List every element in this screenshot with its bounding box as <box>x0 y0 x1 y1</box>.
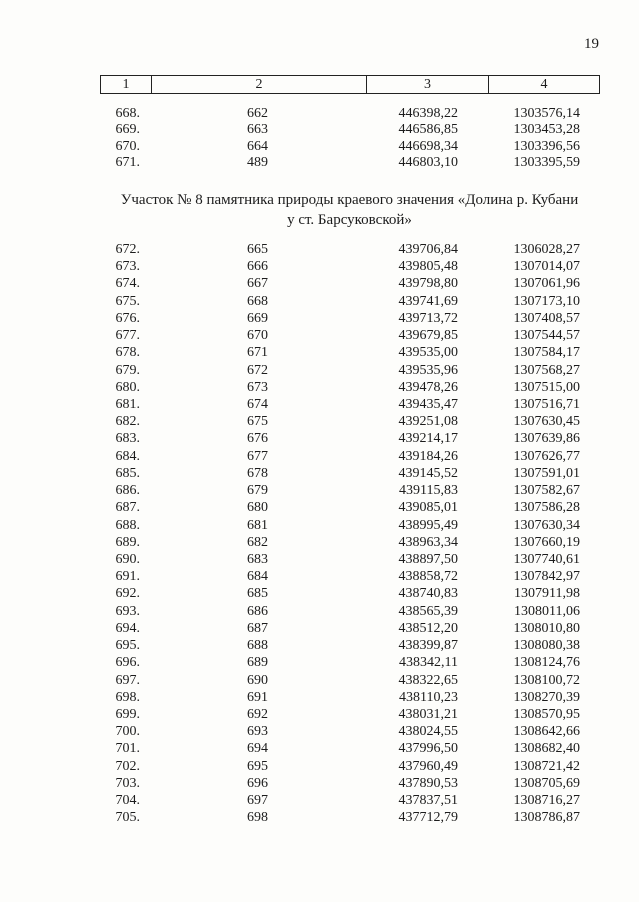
table-cell: 437996,50 <box>398 741 458 757</box>
table-row <box>0 706 639 723</box>
table-row <box>0 689 639 706</box>
table-row <box>0 293 639 310</box>
table-cell: 699. <box>115 706 140 722</box>
table-cell: 668. <box>115 106 140 121</box>
table-cell: 695 <box>247 758 268 774</box>
table-row <box>0 740 639 757</box>
table-row <box>0 138 639 155</box>
table-cell: 489 <box>247 155 268 171</box>
table-cell: 446586,85 <box>398 122 458 138</box>
table-cell: 438024,55 <box>398 724 458 740</box>
table-cell: 439535,96 <box>398 362 458 378</box>
table-cell: 672 <box>247 362 268 378</box>
table-cell: 1307639,86 <box>513 431 580 447</box>
table-cell: 682 <box>247 534 268 550</box>
table-cell: 439798,80 <box>398 276 458 292</box>
table-row <box>0 362 639 379</box>
table-cell: 676 <box>247 431 268 447</box>
table-cell: 677. <box>115 328 140 344</box>
table-cell: 446698,34 <box>398 138 458 154</box>
table-cell: 1307568,27 <box>513 362 580 378</box>
table-cell: 438399,87 <box>398 638 458 654</box>
table-row <box>0 482 639 499</box>
column-header-table <box>100 75 600 94</box>
table-cell: 675. <box>115 293 140 309</box>
table-cell: 1308682,40 <box>513 741 580 757</box>
table-cell: 446398,22 <box>398 106 458 121</box>
table-row <box>0 809 639 826</box>
table-row <box>0 379 639 396</box>
section-title-line-1: Участок № 8 памятника природы краевого значения «Долина р. Кубани <box>120 192 579 208</box>
table-cell: 704. <box>115 793 140 809</box>
table-row <box>0 534 639 551</box>
table-cell: 685 <box>247 586 268 602</box>
table-cell: 437890,53 <box>398 775 458 791</box>
table-cell: 684. <box>115 448 140 464</box>
table-cell: 438995,49 <box>398 517 458 533</box>
table-row <box>0 413 639 430</box>
table-cell: 680. <box>115 379 140 395</box>
table-row <box>0 792 639 809</box>
table-cell: 681 <box>247 517 268 533</box>
table-row <box>0 465 639 482</box>
table-cell: 687 <box>247 620 268 636</box>
table-cell: 665 <box>247 242 268 257</box>
table-cell: 439435,47 <box>398 396 458 412</box>
table-cell: 696. <box>115 655 140 671</box>
table-row <box>0 275 639 292</box>
table-row <box>0 258 639 275</box>
table-cell: 1307515,00 <box>513 379 580 395</box>
table-cell: 696 <box>247 775 268 791</box>
table-cell: 439251,08 <box>398 414 458 430</box>
table-cell: 1308721,42 <box>513 758 580 774</box>
table-cell: 1307173,10 <box>513 293 580 309</box>
table-cell: 673. <box>115 259 140 275</box>
table-cell: 680 <box>247 500 268 516</box>
table-cell: 688. <box>115 517 140 533</box>
table-cell: 683 <box>247 551 268 567</box>
header-cell-2: 2 <box>152 76 367 94</box>
table-cell: 1308716,27 <box>513 793 580 809</box>
section-title-line-2: у ст. Барсуковской» <box>287 212 412 228</box>
table-cell: 686 <box>247 603 268 619</box>
table-cell: 677 <box>247 448 268 464</box>
table-cell: 684 <box>247 569 268 585</box>
table-cell: 1308705,69 <box>513 775 580 791</box>
table-cell: 1306028,27 <box>513 242 580 257</box>
table-cell: 1307544,57 <box>513 328 580 344</box>
section-title <box>100 190 599 230</box>
table-cell: 678. <box>115 345 140 361</box>
table-row <box>0 430 639 447</box>
table-cell: 1307061,96 <box>513 276 580 292</box>
table-cell: 683. <box>115 431 140 447</box>
table-row <box>0 121 639 138</box>
table-cell: 689. <box>115 534 140 550</box>
table-cell: 673 <box>247 379 268 395</box>
table-cell: 671 <box>247 345 268 361</box>
table-cell: 437837,51 <box>398 793 458 809</box>
table-cell: 692. <box>115 586 140 602</box>
table-cell: 1303395,59 <box>513 155 580 171</box>
table-cell: 438740,83 <box>398 586 458 602</box>
table-row <box>0 105 639 122</box>
table-cell: 1303453,28 <box>513 122 580 138</box>
header-cell-1: 1 <box>101 76 152 94</box>
table-cell: 1307014,07 <box>513 259 580 275</box>
table-cell: 1307660,19 <box>513 534 580 550</box>
table-cell: 439805,48 <box>398 259 458 275</box>
table-row <box>0 775 639 792</box>
table-cell: 670 <box>247 328 268 344</box>
table-cell: 439184,26 <box>398 448 458 464</box>
table-cell: 439085,01 <box>398 500 458 516</box>
table-cell: 438031,21 <box>398 706 458 722</box>
table-cell: 674 <box>247 396 268 412</box>
table-cell: 698. <box>115 689 140 705</box>
table-cell: 438512,20 <box>398 620 458 636</box>
table-cell: 438897,50 <box>398 551 458 567</box>
table-row <box>0 241 639 258</box>
table-row <box>0 551 639 568</box>
table-cell: 682. <box>115 414 140 430</box>
table-cell: 1307740,61 <box>513 551 580 567</box>
table-cell: 1303576,14 <box>513 106 580 121</box>
table-cell: 1307516,71 <box>513 396 580 412</box>
header-row <box>101 76 600 94</box>
table-cell: 669. <box>115 122 140 138</box>
table-row <box>0 620 639 637</box>
table-cell: 1308786,87 <box>513 810 580 826</box>
table-cell: 689 <box>247 655 268 671</box>
table-cell: 439535,00 <box>398 345 458 361</box>
table-cell: 1307584,17 <box>513 345 580 361</box>
table-cell: 670. <box>115 138 140 154</box>
table-row <box>0 637 639 654</box>
table-cell: 694 <box>247 741 268 757</box>
table-cell: 1307630,34 <box>513 517 580 533</box>
table-cell: 1308270,39 <box>513 689 580 705</box>
table-row <box>0 672 639 689</box>
table-cell: 1307582,67 <box>513 483 580 499</box>
table-cell: 674. <box>115 276 140 292</box>
table-cell: 697. <box>115 672 140 688</box>
table-cell: 700. <box>115 724 140 740</box>
table-cell: 705. <box>115 810 140 826</box>
table-cell: 438322,65 <box>398 672 458 688</box>
table-row <box>0 585 639 602</box>
page-number: 19 <box>584 36 599 52</box>
table-cell: 438342,11 <box>399 655 458 671</box>
table-cell: 439145,52 <box>398 465 458 481</box>
table-row <box>0 758 639 775</box>
table-row <box>0 568 639 585</box>
table-cell: 1307591,01 <box>513 465 580 481</box>
table-cell: 437712,79 <box>398 810 458 826</box>
table-cell: 687. <box>115 500 140 516</box>
table-cell: 1308080,38 <box>513 638 580 654</box>
table-cell: 1307842,97 <box>513 569 580 585</box>
table-cell: 1308124,76 <box>513 655 580 671</box>
table-row <box>0 499 639 516</box>
table-cell: 1308100,72 <box>513 672 580 688</box>
table-cell: 669 <box>247 310 268 326</box>
table-cell: 695. <box>115 638 140 654</box>
table-cell: 666 <box>247 259 268 275</box>
header-cell-4: 4 <box>489 76 600 94</box>
table-cell: 1308642,66 <box>513 724 580 740</box>
table-cell: 439713,72 <box>398 310 458 326</box>
table-cell: 698 <box>247 810 268 826</box>
table-cell: 685. <box>115 465 140 481</box>
table-cell: 692 <box>247 706 268 722</box>
table-cell: 1303396,56 <box>513 138 580 154</box>
table-cell: 1307626,77 <box>513 448 580 464</box>
table-cell: 663 <box>247 122 268 138</box>
table-row <box>0 603 639 620</box>
table-row <box>0 517 639 534</box>
table-cell: 690 <box>247 672 268 688</box>
table-cell: 672. <box>115 242 140 257</box>
table-cell: 678 <box>247 465 268 481</box>
table-cell: 439478,26 <box>398 379 458 395</box>
table-cell: 671. <box>115 155 140 171</box>
table-cell: 701. <box>115 741 140 757</box>
table-cell: 679 <box>247 483 268 499</box>
table-cell: 438565,39 <box>398 603 458 619</box>
table-cell: 438858,72 <box>398 569 458 585</box>
table-cell: 691 <box>247 689 268 705</box>
table-cell: 439214,17 <box>398 431 458 447</box>
table-cell: 439115,83 <box>399 483 458 499</box>
table-cell: 679. <box>115 362 140 378</box>
table-cell: 439679,85 <box>398 328 458 344</box>
table-cell: 694. <box>115 620 140 636</box>
table-row <box>0 154 639 171</box>
table-cell: 1308570,95 <box>513 706 580 722</box>
table-cell: 693. <box>115 603 140 619</box>
table-cell: 703. <box>115 775 140 791</box>
table-row <box>0 344 639 361</box>
table-cell: 676. <box>115 310 140 326</box>
table-cell: 697 <box>247 793 268 809</box>
table-cell: 437960,49 <box>398 758 458 774</box>
table-cell: 1307408,57 <box>513 310 580 326</box>
table-cell: 691. <box>115 569 140 585</box>
table-row <box>0 396 639 413</box>
table-cell: 702. <box>115 758 140 774</box>
table-cell: 667 <box>247 276 268 292</box>
table-cell: 438110,23 <box>399 689 458 705</box>
table-row <box>0 327 639 344</box>
table-cell: 1308010,80 <box>513 620 580 636</box>
table-row <box>0 654 639 671</box>
table-cell: 664 <box>247 138 268 154</box>
table-cell: 439741,69 <box>398 293 458 309</box>
table-row <box>0 723 639 740</box>
table-cell: 686. <box>115 483 140 499</box>
table-cell: 446803,10 <box>398 155 458 171</box>
table-cell: 668 <box>247 293 268 309</box>
table-cell: 439706,84 <box>398 242 458 257</box>
table-cell: 1307911,98 <box>514 586 580 602</box>
table-cell: 681. <box>115 396 140 412</box>
table-cell: 662 <box>247 106 268 121</box>
table-cell: 438963,34 <box>398 534 458 550</box>
table-cell: 1308011,06 <box>514 603 580 619</box>
header-cell-3: 3 <box>367 76 489 94</box>
table-row <box>0 310 639 327</box>
table-cell: 675 <box>247 414 268 430</box>
table-cell: 688 <box>247 638 268 654</box>
table-cell: 1307630,45 <box>513 414 580 430</box>
table-cell: 690. <box>115 551 140 567</box>
table-row <box>0 448 639 465</box>
table-cell: 1307586,28 <box>513 500 580 516</box>
table-cell: 693 <box>247 724 268 740</box>
